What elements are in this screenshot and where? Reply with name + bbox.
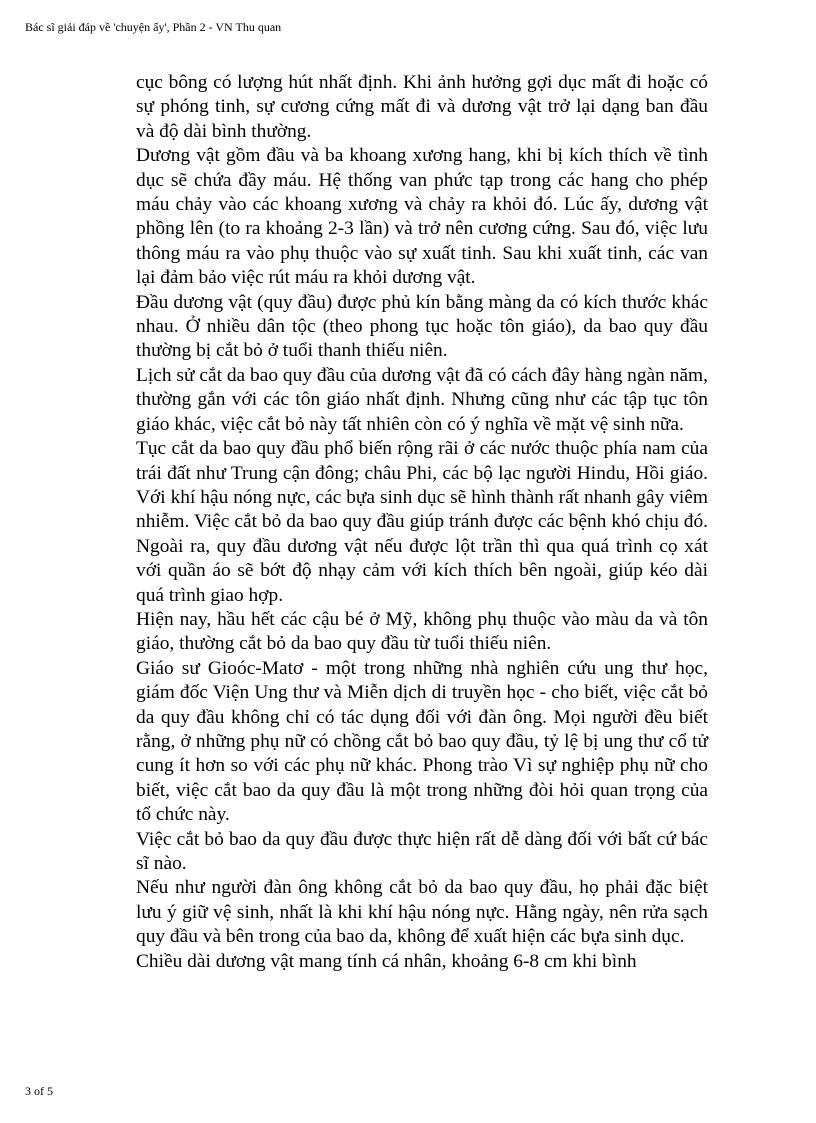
paragraph: cục bông có lượng hút nhất định. Khi ảnh hưởng gợi dục mất đi hoặc có sự phóng tinh, sự cương cứng mất đi và dương vật trở lại dạng ban đầu và độ dài bình thường. bbox=[136, 72, 708, 142]
article-body bbox=[136, 71, 708, 974]
paragraph: Chiều dài dương vật mang tính cá nhân, khoảng 6-8 cm khi bình bbox=[136, 950, 637, 972]
paragraph: Dương vật gồm đầu và ba khoang xương hang, khi bị kích thích về tình dục sẽ chứa đầy máu. Hệ thống van phức tạp trong các hang cho phép máu chảy vào các khoang xương và chảy ra khỏi đó. Lúc ấy, dương vật phồng lên (to ra khoảng 2-3 lần) và trở nên cương cứng. Sau đó, việc lưu thông máu ra vào phụ thuộc vào sự xuất tinh. Sau khi xuất tinh, các van lại đảm bảo việc rút máu ra khỏi dương vật. bbox=[136, 145, 708, 289]
paragraph: Giáo sư Gioóc-Matơ - một trong những nhà nghiên cứu ung thư học, giám đốc Viện Ung thư và Miễn dịch di truyền học - cho biết, việc cắt bỏ da quy đầu không chỉ có tác dụng đối với đàn ông. Mọi người đều biết rằng, ở những phụ nữ có chồng cắt bỏ bao quy đầu, tỷ lệ bị ung thư cổ tử cung ít hơn so với các phụ nữ khác. Phong trào Vì sự nghiệp phụ nữ cho biết, việc cắt bao da quy đầu là một trong những đòi hỏi quan trọng của tổ chức này. bbox=[136, 657, 708, 826]
paragraph: Đầu dương vật (quy đầu) được phủ kín bằng màng da có kích thước khác nhau. Ở nhiều dân tộc (theo phong tục hoặc tôn giáo), da bao quy đầu thường bị cắt bỏ ở tuổi thanh thiếu niên. bbox=[136, 291, 708, 362]
page-header-title: Bác sĩ giải đáp về 'chuyện ấy', Phần 2 - VN Thu quan bbox=[25, 20, 282, 34]
page-number: 3 of 5 bbox=[25, 1084, 53, 1098]
paragraph: Tục cắt da bao quy đầu phổ biến rộng rãi ở các nước thuộc phía nam của trái đất như Trung cận đông; châu Phi, các bộ lạc người Hindu, Hồi giáo. Với khí hậu nóng nực, các bựa sinh dục sẽ hình thành rất nhanh gây viêm nhiễm. Việc cắt bỏ da bao quy đầu giúp tránh được các bệnh khó chịu đó. Ngoài ra, quy đầu dương vật nếu được lột trần thì qua quá trình cọ xát với quần áo sẽ bớt độ nhạy cảm với kích thích bên ngoài, giúp kéo dài quá trình giao hợp. bbox=[136, 438, 708, 606]
paragraph: Lịch sử cắt da bao quy đầu của dương vật đã có cách đây hàng ngàn năm, thường gắn với các tôn giáo nhất định. Nhưng cũng như các tập tục tôn giáo khác, việc cắt bỏ này tất nhiên còn có ý nghĩa về mặt vệ sinh nữa. bbox=[136, 364, 708, 435]
paragraph: Việc cắt bỏ bao da quy đầu được thực hiện rất dễ dàng đối với bất cứ bác sĩ nào. bbox=[136, 828, 708, 874]
paragraph: Hiện nay, hầu hết các cậu bé ở Mỹ, không phụ thuộc vào màu da và tôn giáo, thường cắt bỏ da bao quy đầu từ tuổi thiếu niên. bbox=[136, 608, 708, 655]
paragraph: Nếu như người đàn ông không cắt bỏ da bao quy đầu, họ phải đặc biệt lưu ý giữ vệ sinh, nhất là khi khí hậu nóng nực. Hằng ngày, nên rửa sạch quy đầu và bên trong của bao da, không để xuất hiện các bựa sinh dục. bbox=[136, 877, 708, 948]
